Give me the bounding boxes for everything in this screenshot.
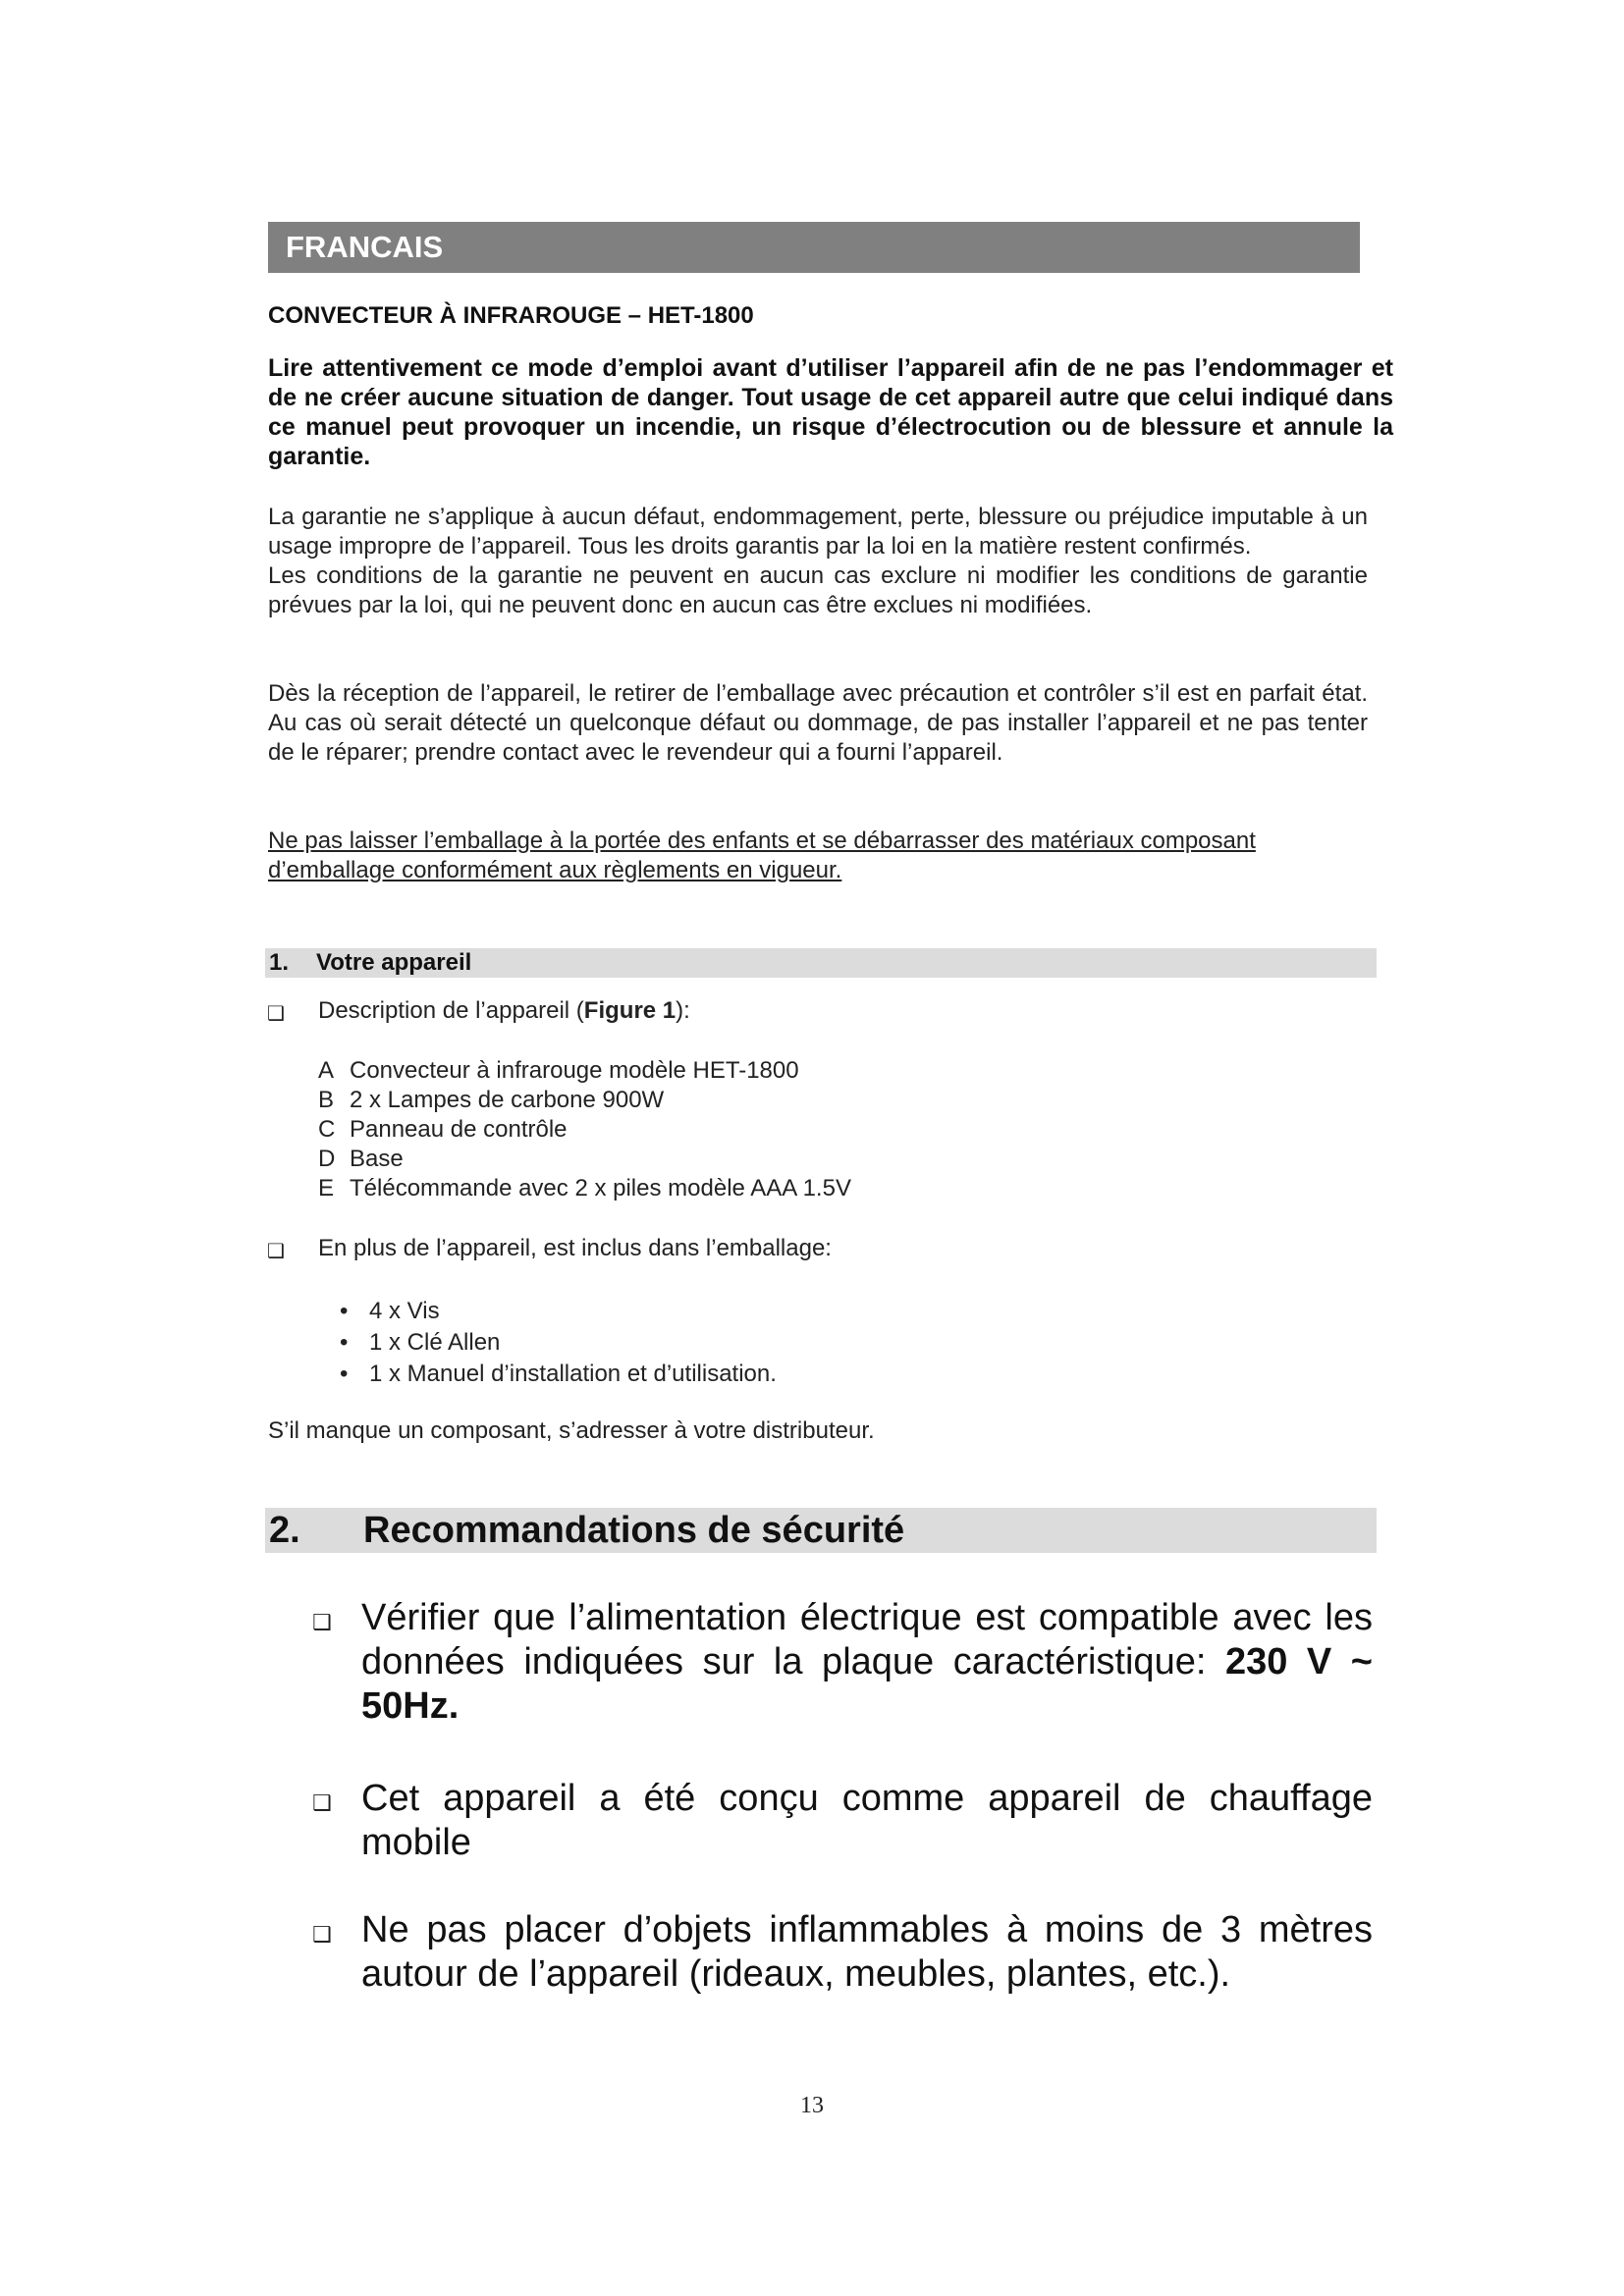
section-2-heading [265,1508,1377,1553]
component-list [318,1056,851,1203]
section-2-number: 2. [269,1510,300,1551]
list-item: C Panneau de contrôle [318,1116,568,1143]
missing-component-note: S’il manque un composant, s’adresser à votre distributeur. [268,1417,875,1444]
warranty-section [268,503,1368,620]
section-1-title: Votre appareil [316,949,472,976]
language-header: FRANCAIS [268,222,1360,273]
description-prefix: Description de l’appareil ( [318,997,584,1024]
included-intro: En plus de l’appareil, est inclus dans l’emballage: [318,1235,832,1261]
list-item: A Convecteur à infrarouge modèle HET-1800 [318,1057,799,1084]
section-1-heading [265,948,1377,978]
recommendation-voltage: Vérifier que l’alimentation électrique est compatible avec les données indiquées sur la plaque caractéristique: 230 V ~ 50Hz. [361,1597,1373,1727]
recommendation-flammables: Ne pas placer d’objets inflammables à moins de 3 mètres autour de l’appareil (rideaux, meubles, plantes, etc.). [361,1909,1373,1995]
packaging-warning: Ne pas laisser l’emballage à la portée des enfants et se débarrasser des matériaux composant d’emballage conformément aux règlements en vigueur. [268,828,1256,883]
checkbox-bullet-icon: ❑ [312,1922,332,1947]
figure-reference: Figure 1 [583,997,677,1024]
section-1-number: 1. [269,949,290,976]
list-item: D Base [318,1146,404,1172]
warranty-paragraph-1: La garantie ne s’applique à aucun défaut, endommagement, perte, blessure ou préjudice imputable à un usage impropre de l’appareil. Tous les droits garantis par la loi en la matière restent confirmés. [268,504,1368,560]
list-item: • 4 x Vis [340,1298,440,1324]
description-suffix: ): [676,997,690,1024]
checkbox-bullet-icon: ❑ [267,1241,285,1262]
checkbox-bullet-icon: ❑ [312,1790,332,1815]
checkbox-bullet-icon: ❑ [267,1003,285,1025]
document-title: CONVECTEUR À INFRAROUGE – HET-1800 [268,302,754,329]
list-item: • 1 x Clé Allen [340,1329,501,1356]
reception-paragraph: Dès la réception de l’appareil, le retirer de l’emballage avec précaution et contrôler s’il est en parfait état. Au cas où serait détecté un quelconque défaut ou dommage, de pas installer l’appareil et ne pas tenter de le réparer; prendre contact avec le revendeur qui a fourni l’appareil. [268,680,1368,766]
section-2-title: Recommandations de sécurité [363,1510,905,1551]
list-item: B 2 x Lampes de carbone 900W [318,1087,665,1113]
included-items-list [340,1296,777,1390]
page-number: 13 [800,2093,824,2118]
recommendation-mobile: Cet appareil a été conçu comme appareil de chauffage mobile [361,1778,1373,1863]
list-item: • 1 x Manuel d’installation et d’utilisation. [340,1361,777,1387]
checkbox-bullet-icon: ❑ [312,1610,332,1634]
voltage-spec: 230 V ~ 50Hz. [361,1641,1373,1727]
list-item: E Télécommande avec 2 x piles modèle AAA 1.5V [318,1175,851,1201]
device-description [318,997,690,1025]
safety-warning: Lire attentivement ce mode d’emploi avant d’utiliser l’appareil afin de ne pas l’endommager et de ne créer aucune situation de danger. Tout usage de cet appareil autre que celui indiqué dans ce manuel peut provoquer un incendie, un risque d’électrocution ou de blessure et annule la garantie. [268,354,1393,470]
warranty-paragraph-2: Les conditions de la garantie ne peuvent en aucun cas exclure ni modifier les conditions de garantie prévues par la loi, qui ne peuvent donc en aucun cas être exclues ni modifiées. [268,562,1368,618]
